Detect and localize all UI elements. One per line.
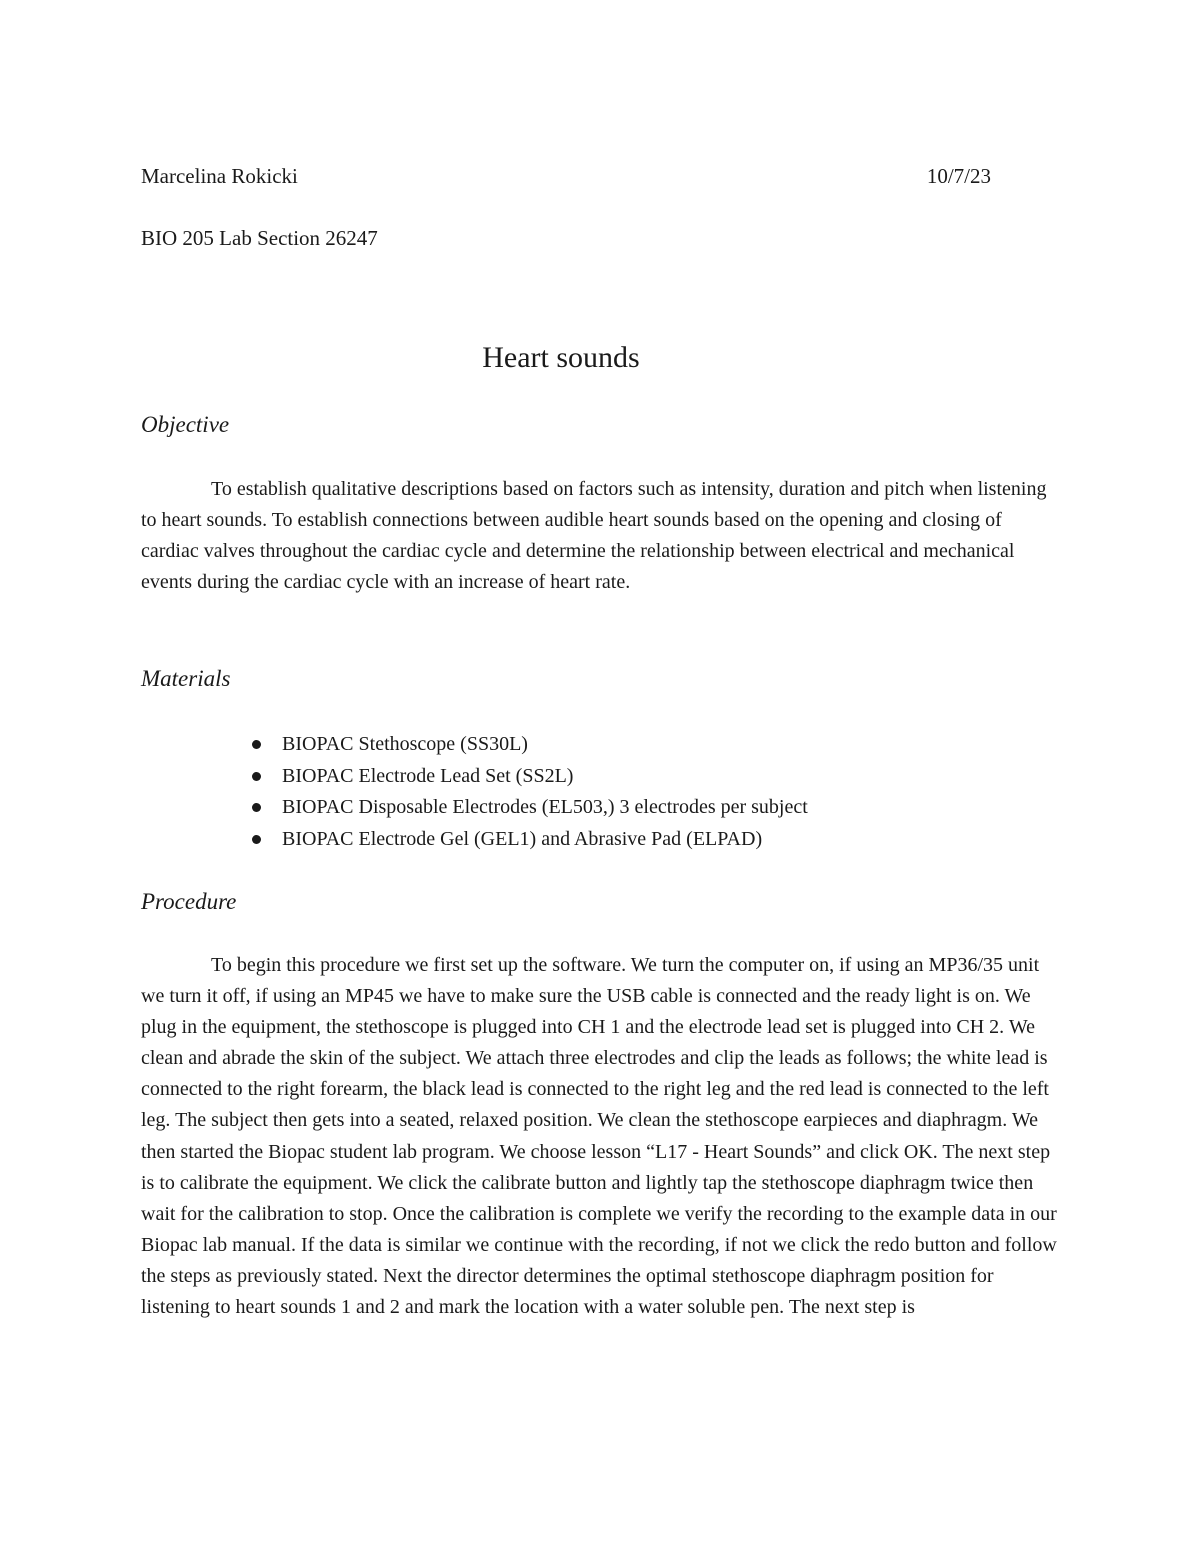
bullet-icon: [252, 835, 261, 844]
material-label: BIOPAC Disposable Electrodes (EL503,) 3 electrodes per subject: [282, 796, 808, 819]
bullet-icon: [252, 772, 261, 781]
procedure-heading: Procedure: [141, 889, 237, 914]
material-label: BIOPAC Electrode Gel (GEL1) and Abrasive Pad (ELPAD): [282, 828, 763, 851]
page-title: Heart sounds: [482, 341, 640, 374]
objective-paragraph: To establish qualitative descriptions based on factors such as intensity, duration and pitch when listening to heart sounds. To establish connections between audible heart sounds based on the opening and closing of cardiac valves throughout the cardiac cycle and determine the relationship between electrical and mechanical events during the cardiac cycle with an increase of heart rate.: [141, 478, 1047, 594]
list-item: [252, 761, 808, 793]
materials-list: [252, 729, 808, 856]
list-item: [252, 729, 808, 761]
report-date: 10/7/23: [926, 164, 991, 188]
author-name: Marcelina Rokicki: [141, 164, 298, 188]
course-section: BIO 205 Lab Section 26247: [141, 226, 378, 250]
materials-heading: Materials: [141, 666, 231, 691]
bullet-icon: [252, 740, 261, 749]
bullet-icon: [252, 803, 261, 812]
material-label: BIOPAC Electrode Lead Set (SS2L): [282, 764, 574, 787]
material-label: BIOPAC Stethoscope (SS30L): [282, 733, 528, 755]
list-item: [252, 824, 808, 856]
objective-heading: Objective: [141, 412, 230, 437]
list-item: [252, 792, 808, 824]
author-date-line: [141, 162, 991, 190]
procedure-paragraph: To begin this procedure we first set up the software. We turn the computer on, if using an MP36/35 unit we turn it off, if using an MP45 we have to make sure the USB cable is connected and the ready light is on. We plug in the equipment, the stethoscope is plugged into CH 1 and the electrode lead set is plugged into CH 2. We clean and abrade the skin of the subject. We attach three electrodes and clip the leads as follows; the white lead is connected to the right forearm, the black lead is connected to the right leg and the red lead is connected to the left leg. The subject then gets into a seated, relaxed position. We clean the stethoscope earpieces and diaphragm. We then started the Biopac student lab program. We choose lesson “L17 - Heart Sounds” and click OK. The next step is to calibrate the equipment. We click the calibrate button and lightly tap the stethoscope diaphragm twice then wait for the calibration to stop. Once the calibration is complete we verify the recording to the example data in our Biopac lab manual. If the data is similar we continue with the recording, if not we click the redo button and follow the steps as previously stated. Next the director determines the optimal stethoscope diaphragm position for listening to heart sounds 1 and 2 and mark the location with a water soluble pen. The next step is: [141, 954, 1057, 1319]
